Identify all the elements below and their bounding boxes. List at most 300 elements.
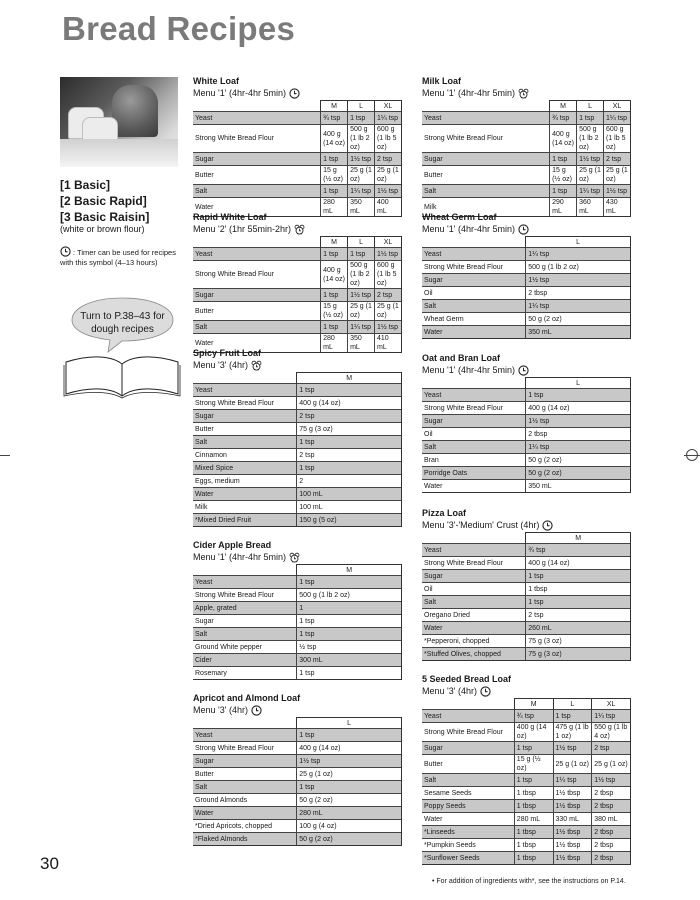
table-row	[193, 654, 402, 667]
recipe-menu-text: Menu '3' (4hr)	[193, 360, 248, 370]
ingredient-cell: *Linseeds	[422, 826, 514, 839]
amount-cell: 2 tsp	[604, 153, 631, 166]
table-row	[193, 397, 402, 410]
table-row	[193, 125, 402, 153]
ingredient-cell: Cinnamon	[193, 449, 297, 462]
ingredient-cell: Ground Almonds	[193, 794, 297, 807]
recipe-menu	[193, 551, 402, 563]
amount-cell: 400 g (14 oz)	[321, 125, 348, 153]
table-row	[422, 125, 631, 153]
ingredient-cell: Yeast	[422, 710, 514, 723]
ingredient-cell: Salt	[193, 628, 297, 641]
size-header: M	[526, 533, 631, 544]
amount-cell: 1¼ tsp	[553, 774, 592, 787]
table-row	[422, 441, 631, 454]
amount-cell: 400 g (14 oz)	[321, 261, 348, 289]
amount-cell: 1 tbsp	[514, 787, 553, 800]
menu-list	[60, 177, 149, 225]
table-row	[422, 635, 631, 648]
table-row	[422, 185, 631, 198]
table-row	[422, 723, 631, 742]
recipe-menu-text: Menu '1' (4hr-4hr 5min)	[193, 552, 286, 562]
ingredient-cell: Butter	[422, 166, 550, 185]
ingredient-cell: Milk	[193, 501, 297, 514]
amount-cell: 280 mL	[321, 334, 348, 353]
amount-cell: 500 g (1 lb 2 oz)	[348, 261, 375, 289]
ingredient-cell: Yeast	[193, 576, 297, 589]
table-row	[422, 454, 631, 467]
ingredient-cell: Ground White pepper	[193, 641, 297, 654]
amount-cell: 350 mL	[348, 198, 375, 217]
recipe-table	[422, 698, 631, 865]
amount-cell: 25 g (1 oz)	[604, 166, 631, 185]
recipe-menu-text: Menu '1' (4hr-4hr 5min)	[422, 224, 515, 234]
table-row	[422, 648, 631, 661]
ingredient-cell: Sugar	[422, 570, 526, 583]
size-header: L	[577, 101, 604, 112]
amount-cell: 600 g (1 lb 5 oz)	[604, 125, 631, 153]
recipe-menu-text: Menu '1' (4hr-4hr 5min)	[422, 365, 515, 375]
ingredient-cell: Oil	[422, 428, 526, 441]
amount-cell: 1½ tsp	[526, 415, 631, 428]
amount-cell: 475 g (1 lb 1 oz)	[553, 723, 592, 742]
table-row	[422, 787, 631, 800]
table-row	[422, 742, 631, 755]
recipe-menu-text: Menu '3'-'Medium' Crust (4hr)	[422, 520, 540, 530]
recipe-title: Wheat Germ Loaf	[422, 212, 497, 222]
size-header: M	[550, 101, 577, 112]
amount-cell: 25 g (1 oz)	[592, 755, 631, 774]
recipe-cider-apple-bread	[193, 540, 402, 680]
amount-cell: 1 tsp	[553, 710, 592, 723]
table-row	[193, 166, 402, 185]
table-row	[193, 462, 402, 475]
amount-cell: 1 tbsp	[514, 826, 553, 839]
amount-cell: 1 tsp	[577, 112, 604, 125]
size-header: M	[321, 237, 348, 248]
recipe-table	[422, 100, 631, 217]
table-row	[193, 807, 402, 820]
menu-basic: [1 Basic]	[60, 178, 111, 192]
amount-cell: 360 mL	[577, 198, 604, 217]
amount-cell: 25 g (1 oz)	[348, 166, 375, 185]
size-header: L	[526, 378, 631, 389]
recipe-menu	[193, 359, 402, 371]
size-header: L	[297, 718, 402, 729]
table-row	[193, 501, 402, 514]
clock-icon	[60, 246, 71, 257]
amount-cell: 1 tsp	[297, 615, 402, 628]
amount-cell: 25 g (1 oz)	[375, 166, 402, 185]
amount-cell: 75 g (3 oz)	[297, 423, 402, 436]
recipe-wheat-germ-loaf	[422, 212, 631, 339]
size-header: L	[553, 699, 592, 710]
ingredient-cell: Yeast	[193, 384, 297, 397]
amount-cell: 1½ tsp	[553, 742, 592, 755]
table-row	[422, 261, 631, 274]
size-header: XL	[604, 101, 631, 112]
amount-cell: 2 tsp	[526, 609, 631, 622]
table-row	[422, 415, 631, 428]
ingredient-cell: Strong White Bread Flour	[193, 589, 297, 602]
table-row	[422, 300, 631, 313]
clock-icon	[251, 705, 262, 716]
ingredient-cell: Cider	[193, 654, 297, 667]
table-row	[422, 826, 631, 839]
ingredient-cell: Poppy Seeds	[422, 800, 514, 813]
amount-cell: 15 g (½ oz)	[321, 166, 348, 185]
amount-cell: 1½ tsp	[604, 185, 631, 198]
ingredient-cell: Water	[193, 198, 321, 217]
table-row	[193, 449, 402, 462]
table-row	[193, 488, 402, 501]
recipe-table	[422, 532, 631, 661]
ingredient-cell: Eggs, medium	[193, 475, 297, 488]
table-row	[193, 794, 402, 807]
table-row	[422, 852, 631, 865]
amount-cell: ½ tsp	[297, 641, 402, 654]
table-row	[422, 112, 631, 125]
amount-cell: 1	[297, 602, 402, 615]
recipe-menu	[422, 364, 631, 376]
table-row	[193, 820, 402, 833]
ingredient-cell: Sesame Seeds	[422, 787, 514, 800]
table-row	[422, 402, 631, 415]
amount-cell: 1 tbsp	[514, 839, 553, 852]
ingredient-cell: Porridge Oats	[422, 467, 526, 480]
ingredient-cell: Sugar	[193, 755, 297, 768]
ingredient-cell: Strong White Bread Flour	[193, 125, 321, 153]
table-row	[422, 755, 631, 774]
size-header: XL	[592, 699, 631, 710]
recipe-table	[422, 377, 631, 493]
amount-cell: 1 tsp	[321, 321, 348, 334]
table-row	[193, 436, 402, 449]
table-row	[422, 800, 631, 813]
table-row	[193, 185, 402, 198]
table-row	[422, 609, 631, 622]
amount-cell: 500 g (1 lb 2 oz)	[577, 125, 604, 153]
amount-cell: 400 mL	[375, 198, 402, 217]
recipe-menu	[422, 87, 631, 99]
alarm-bells-icon	[289, 552, 300, 563]
amount-cell: 280 mL	[321, 198, 348, 217]
ingredient-cell: Water	[193, 488, 297, 501]
ingredient-cell: Mixed Spice	[193, 462, 297, 475]
amount-cell: 1¼ tsp	[577, 185, 604, 198]
amount-cell: 290 mL	[550, 198, 577, 217]
amount-cell: 1 tsp	[526, 389, 631, 402]
amount-cell: 1¼ tsp	[592, 710, 631, 723]
amount-cell: 1 tsp	[297, 667, 402, 680]
amount-cell: 75 g (3 oz)	[526, 635, 631, 648]
amount-cell: 1 tsp	[550, 153, 577, 166]
table-row	[422, 583, 631, 596]
page-number: 30	[40, 854, 59, 873]
table-row	[422, 248, 631, 261]
ingredient-cell: Yeast	[422, 544, 526, 557]
table-row	[422, 710, 631, 723]
recipe-menu-text: Menu '1' (4hr-4hr 5min)	[193, 88, 286, 98]
table-row	[422, 596, 631, 609]
clock-icon	[289, 88, 300, 99]
amount-cell: 350 mL	[526, 326, 631, 339]
recipe-menu	[193, 223, 402, 235]
amount-cell: 350 mL	[526, 480, 631, 493]
ingredient-cell: *Pumpkin Seeds	[422, 839, 514, 852]
amount-cell: 1½ tbsp	[553, 826, 592, 839]
menu-basic-raisin: [3 Basic Raisin]	[60, 210, 150, 224]
amount-cell: 410 mL	[375, 334, 402, 353]
ingredient-cell: Yeast	[193, 248, 321, 261]
amount-cell: 500 g (1 lb 2 oz)	[297, 589, 402, 602]
amount-cell: 330 mL	[553, 813, 592, 826]
recipe-table	[193, 372, 402, 527]
table-row	[422, 428, 631, 441]
crop-mark-circle	[686, 449, 698, 461]
table-row	[422, 774, 631, 787]
recipe-pizza-loaf	[422, 508, 631, 661]
table-row	[193, 410, 402, 423]
table-row	[193, 667, 402, 680]
table-row	[193, 112, 402, 125]
amount-cell: 1 tsp	[526, 570, 631, 583]
ingredient-cell: *Pepperoni, chopped	[422, 635, 526, 648]
ingredient-cell: Strong White Bread Flour	[193, 397, 297, 410]
amount-cell: 2 tsp	[592, 742, 631, 755]
amount-cell: 400 g (14 oz)	[526, 402, 631, 415]
amount-cell: 500 g (1 lb 2 oz)	[348, 125, 375, 153]
amount-cell: 1½ tbsp	[553, 800, 592, 813]
amount-cell: 15 g (½ oz)	[550, 166, 577, 185]
amount-cell: 2 tbsp	[526, 428, 631, 441]
ingredient-cell: Strong White Bread Flour	[422, 125, 550, 153]
amount-cell: ¾ tsp	[514, 710, 553, 723]
amount-cell: 50 g (2 oz)	[526, 313, 631, 326]
timer-note	[60, 246, 182, 268]
size-header: M	[321, 101, 348, 112]
ingredient-cell: Oregano Dried	[422, 609, 526, 622]
recipe-table	[422, 236, 631, 339]
amount-cell: 1¼ tsp	[604, 112, 631, 125]
recipe-apricot-almond-loaf	[193, 693, 402, 846]
amount-cell: 2 tsp	[375, 289, 402, 302]
ingredient-cell: Butter	[193, 768, 297, 781]
table-row	[422, 839, 631, 852]
table-row	[193, 755, 402, 768]
amount-cell: ¾ tsp	[526, 544, 631, 557]
ingredient-cell: Water	[422, 480, 526, 493]
recipe-menu-text: Menu '3' (4hr)	[422, 686, 477, 696]
amount-cell: 1¼ tsp	[348, 185, 375, 198]
amount-cell: 150 g (5 oz)	[297, 514, 402, 527]
amount-cell: 350 mL	[348, 334, 375, 353]
amount-cell: 1 tsp	[550, 185, 577, 198]
ingredient-cell: Sugar	[193, 289, 321, 302]
amount-cell: 1 tsp	[348, 248, 375, 261]
recipe-seeded-bread-loaf	[422, 674, 631, 865]
recipe-menu	[193, 87, 402, 99]
table-row	[422, 813, 631, 826]
amount-cell: 25 g (1 oz)	[375, 302, 402, 321]
table-row	[193, 628, 402, 641]
recipe-title: 5 Seeded Bread Loaf	[422, 674, 512, 684]
amount-cell: 1 tsp	[321, 289, 348, 302]
table-row	[193, 833, 402, 846]
amount-cell: 15 g (½ oz)	[514, 755, 553, 774]
recipe-white-loaf	[193, 76, 402, 217]
amount-cell: 2 tsp	[297, 410, 402, 423]
table-row	[422, 313, 631, 326]
ingredient-cell: Milk	[422, 198, 550, 217]
ingredient-cell: Salt	[422, 774, 514, 787]
table-row	[193, 729, 402, 742]
amount-cell: 1¼ tsp	[526, 248, 631, 261]
ingredient-cell: Salt	[193, 436, 297, 449]
amount-cell: 1½ tsp	[375, 185, 402, 198]
amount-cell: 430 mL	[604, 198, 631, 217]
clock-icon	[480, 686, 491, 697]
amount-cell: 1¼ tsp	[348, 321, 375, 334]
ingredient-cell: Butter	[193, 166, 321, 185]
table-row	[422, 480, 631, 493]
ingredient-cell: Bran	[422, 454, 526, 467]
recipe-table	[193, 100, 402, 217]
recipe-title: Spicy Fruit Loaf	[193, 348, 262, 358]
alarm-bells-icon	[251, 360, 262, 371]
recipe-menu-text: Menu '3' (4hr)	[193, 705, 248, 715]
size-header: XL	[375, 237, 402, 248]
amount-cell: 400 g (14 oz)	[297, 742, 402, 755]
ingredient-cell: Butter	[422, 755, 514, 774]
size-header: L	[348, 237, 375, 248]
table-row	[422, 557, 631, 570]
ingredient-cell: Salt	[422, 441, 526, 454]
recipe-title: Milk Loaf	[422, 76, 462, 86]
table-row	[193, 781, 402, 794]
amount-cell: 15 g (½ oz)	[321, 302, 348, 321]
dough-recipes-note: Turn to P.38–43 for dough recipes	[80, 311, 165, 335]
amount-cell: 1 tsp	[297, 628, 402, 641]
ingredient-cell: Salt	[193, 321, 321, 334]
size-header: M	[514, 699, 553, 710]
table-row	[422, 389, 631, 402]
amount-cell: 1½ tsp	[375, 248, 402, 261]
table-row	[193, 576, 402, 589]
table-row	[193, 321, 402, 334]
ingredient-cell: Strong White Bread Flour	[422, 723, 514, 742]
size-header: M	[297, 565, 402, 576]
amount-cell: 1¼ tsp	[375, 112, 402, 125]
amount-cell: 280 mL	[514, 813, 553, 826]
ingredient-cell: *Dried Apricots, chopped	[193, 820, 297, 833]
amount-cell: 1 tbsp	[526, 583, 631, 596]
recipe-oat-bran-loaf	[422, 353, 631, 493]
amount-cell: 1 tsp	[297, 729, 402, 742]
recipe-menu-text: Menu '1' (4hr-4hr 5min)	[422, 88, 515, 98]
table-row	[422, 622, 631, 635]
table-row	[422, 153, 631, 166]
recipe-title: Pizza Loaf	[422, 508, 467, 518]
size-header: XL	[375, 101, 402, 112]
ingredient-cell: Yeast	[422, 112, 550, 125]
table-row	[422, 326, 631, 339]
ingredient-cell: Strong White Bread Flour	[422, 402, 526, 415]
ingredient-cell: Sugar	[422, 274, 526, 287]
ingredient-cell: Salt	[193, 185, 321, 198]
ingredient-cell: Salt	[422, 300, 526, 313]
ingredient-cell: Salt	[422, 185, 550, 198]
table-row	[193, 384, 402, 397]
recipe-title: Rapid White Loaf	[193, 212, 267, 222]
ingredient-cell: Sugar	[422, 742, 514, 755]
amount-cell: 2 tsp	[297, 449, 402, 462]
recipe-table	[193, 717, 402, 846]
amount-cell: ¾ tsp	[321, 112, 348, 125]
amount-cell: 1 tbsp	[514, 800, 553, 813]
amount-cell: 1 tsp	[348, 112, 375, 125]
ingredient-cell: *Stuffed Olives, chopped	[422, 648, 526, 661]
table-row	[193, 153, 402, 166]
amount-cell: 1 tbsp	[514, 852, 553, 865]
amount-cell: 1 tsp	[297, 436, 402, 449]
amount-cell: 400 g (14 oz)	[297, 397, 402, 410]
table-row	[193, 615, 402, 628]
amount-cell: 1 tsp	[321, 153, 348, 166]
amount-cell: 50 g (2 oz)	[526, 467, 631, 480]
amount-cell: 400 g (14 oz)	[514, 723, 553, 742]
ingredient-cell: Yeast	[193, 729, 297, 742]
ingredient-cell: Water	[422, 622, 526, 635]
recipe-spicy-fruit-loaf	[193, 348, 402, 527]
ingredient-cell: Rosemary	[193, 667, 297, 680]
amount-cell: 600 g (1 lb 5 oz)	[375, 261, 402, 289]
recipe-title: White Loaf	[193, 76, 239, 86]
amount-cell: 600 g (1 lb 5 oz)	[375, 125, 402, 153]
table-row	[193, 302, 402, 321]
ingredient-cell: Strong White Bread Flour	[422, 261, 526, 274]
amount-cell: ¾ tsp	[550, 112, 577, 125]
ingredient-cell: Sugar	[422, 415, 526, 428]
amount-cell: 25 g (1 oz)	[348, 302, 375, 321]
ingredient-cell: Water	[422, 813, 514, 826]
table-row	[422, 287, 631, 300]
amount-cell: 75 g (3 oz)	[526, 648, 631, 661]
amount-cell: 1¼ tsp	[526, 300, 631, 313]
amount-cell: 2 tsp	[375, 153, 402, 166]
amount-cell: 400 g (14 oz)	[526, 557, 631, 570]
amount-cell: 300 mL	[297, 654, 402, 667]
table-row	[193, 641, 402, 654]
flour-note: (white or brown flour)	[60, 224, 145, 234]
page-title: Bread Recipes	[62, 10, 296, 47]
clock-icon	[518, 224, 529, 235]
amount-cell: 380 mL	[592, 813, 631, 826]
amount-cell: 1½ tsp	[592, 774, 631, 787]
table-row	[193, 289, 402, 302]
amount-cell: 2 tbsp	[592, 852, 631, 865]
open-book-icon	[62, 350, 182, 400]
ingredient-cell: *Mixed Dried Fruit	[193, 514, 297, 527]
ingredient-cell: *Flaked Almonds	[193, 833, 297, 846]
ingredient-cell: Yeast	[193, 112, 321, 125]
ingredient-cell: Sugar	[422, 153, 550, 166]
recipe-title: Cider Apple Bread	[193, 540, 272, 550]
amount-cell: 25 g (1 oz)	[297, 768, 402, 781]
size-header: M	[297, 373, 402, 384]
table-row	[422, 570, 631, 583]
amount-cell: 550 g (1 lb 4 oz)	[592, 723, 631, 742]
